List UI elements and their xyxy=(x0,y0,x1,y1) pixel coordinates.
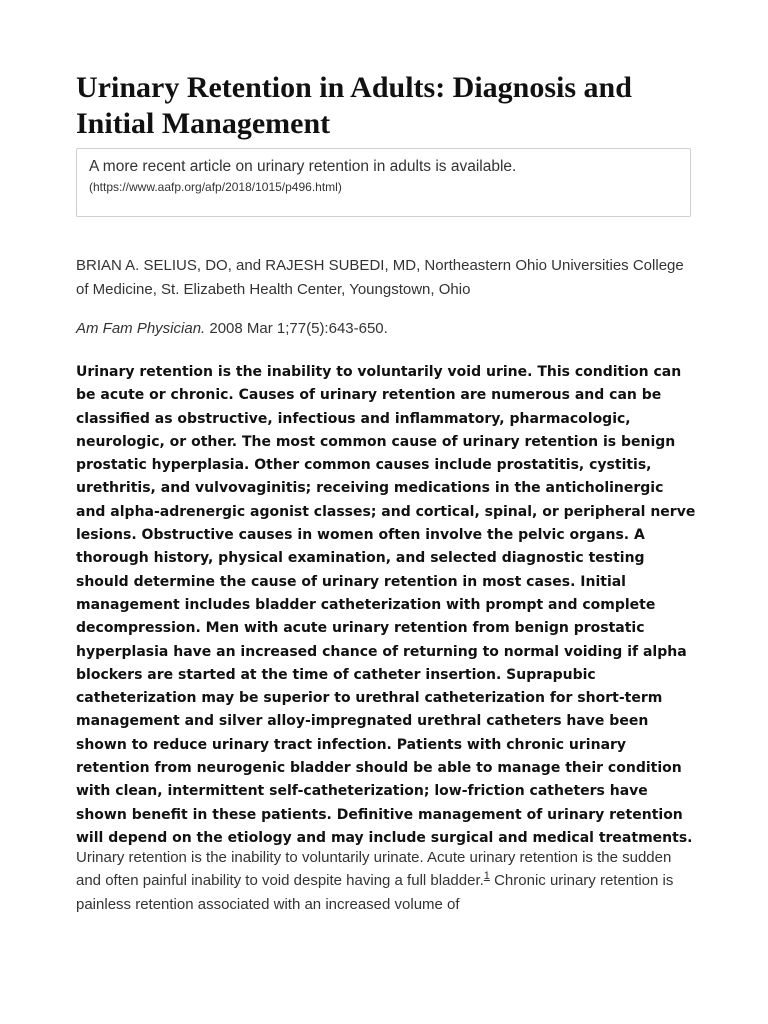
article-abstract: Urinary retention is the inability to voluntarily void urine. This condition can be acute or chronic. Causes of urinary retention are numerous and can be classified as obstructive, infectious and inflammatory, pharmacologic, neurologic, or other. The most common cause of urinary retention is benign prostatic hyperplasia. Other common causes include prostatitis, cystitis, urethritis, and vulvovaginitis; receiving medications in the anticholinergic and alpha-adrenergic agonist classes; and cortical, spinal, or peripheral nerve lesions. Obstructive causes in women often involve the pelvic organs. A thorough history, physical examination, and selected diagnostic testing should determine the cause of urinary retention in most cases. Initial management includes bladder catheterization with prompt and complete decompression. Men with acute urinary retention from benign prostatic hyperplasia have an increased chance of returning to normal voiding if alpha blockers are started at the time of catheter insertion. Suprapubic catheterization may be superior to urethral catheterization for short-term management and silver alloy-impregnated urethral catheters have been shown to reduce urinary tract infection. Patients with chronic urinary retention from neurogenic bladder should be able to manage their condition with clean, intermittent self-catheterization; low-friction catheters have shown benefit in these patients. Definitive management of urinary retention will depend on the etiology and may include surgical and medical treatments. xyxy=(76,364,696,846)
newer-article-notice xyxy=(76,148,691,217)
author-byline: BRIAN A. SELIUS, DO, and RAJESH SUBEDI, MD, Northeastern Ohio Universities College of Medicine, St. Elizabeth Health Center, Youngstown, Ohio xyxy=(76,257,684,298)
body-paragraph xyxy=(76,846,693,916)
article-title: Urinary Retention in Adults: Diagnosis and Initial Management xyxy=(76,71,632,140)
newer-article-link[interactable]: A more recent article on urinary retention in adults is available. xyxy=(89,158,517,175)
newer-article-url: (https://www.aafp.org/afp/2018/1015/p496.html) xyxy=(89,180,342,194)
reference-link[interactable]: 1 xyxy=(483,870,490,883)
journal-name: Am Fam Physician. xyxy=(76,320,206,337)
body-text-part: Chronic urinary retention is painless retention associated with an increased volume of xyxy=(76,872,674,913)
citation-details: 2008 Mar 1;77(5):643-650. xyxy=(205,320,388,337)
body-text-part: Urinary retention is the inability to voluntarily urinate. Acute urinary retention is the sudden and often painful inability to void despite having a full bladder. xyxy=(76,849,672,890)
journal-citation xyxy=(76,319,693,339)
